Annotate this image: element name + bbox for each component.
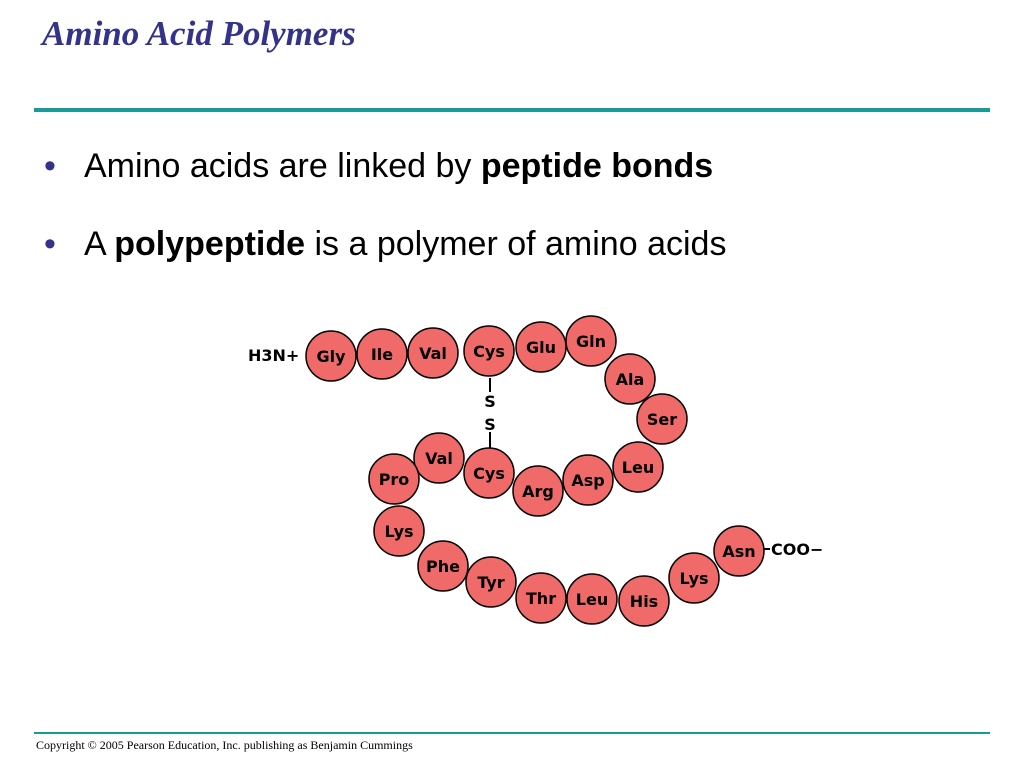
residue-cys: [464, 326, 514, 376]
bullet-text-tail: is a polymer of amino acids: [305, 225, 727, 263]
residue-gly: [306, 331, 356, 381]
residue-label: Ile: [370, 345, 394, 364]
residue-label: Gln: [575, 332, 607, 351]
residue-label: Lys: [384, 522, 414, 541]
residue-label: Thr: [525, 589, 557, 608]
residue-thr: [516, 573, 566, 623]
residue-label: Cys: [473, 342, 505, 361]
n-terminus-label: H3N+: [248, 346, 300, 365]
residue-tyr: [466, 557, 516, 607]
residue-label: Pro: [378, 470, 410, 489]
residue-label: Leu: [621, 458, 655, 477]
bullet-text: Amino acids are linked by: [84, 147, 481, 185]
footer-divider: [34, 732, 990, 734]
residue-label: Glu: [525, 338, 557, 357]
residue-asp: [563, 455, 613, 505]
bullet-glyph: •: [44, 147, 56, 185]
bullet-glyph: •: [44, 225, 56, 263]
residue-val: [408, 328, 458, 378]
bullet-bold-term: peptide bonds: [480, 147, 714, 185]
residue-phe: [418, 541, 468, 591]
residue-cys: [464, 448, 514, 498]
residue-chain: [306, 316, 764, 626]
residue-label: Phe: [426, 557, 460, 576]
residue-label: Lys: [679, 569, 709, 588]
residue-asn: [714, 526, 764, 576]
residue-label: Ser: [646, 410, 678, 429]
residue-ala: [605, 354, 655, 404]
residue-label: Leu: [575, 590, 609, 609]
residue-label: Val: [419, 344, 447, 363]
bullet-text: A: [84, 225, 115, 263]
residue-arg: [513, 466, 563, 516]
disulfide-sulfur-2: S: [484, 415, 496, 434]
residue-label: Arg: [522, 482, 554, 501]
residue-lys: [669, 553, 719, 603]
residue-label: Tyr: [477, 573, 505, 592]
bullet-bold-term: polypeptide: [114, 225, 306, 263]
residue-label: Cys: [473, 464, 505, 483]
residue-his: [619, 576, 669, 626]
residue-lys: [374, 506, 424, 556]
residue-pro: [369, 454, 419, 504]
residue-label: His: [629, 592, 659, 611]
residue-label: Asp: [571, 471, 605, 490]
residue-gln: [566, 316, 616, 366]
residue-label: Ala: [615, 370, 645, 389]
disulfide-sulfur-1: S: [484, 392, 496, 411]
residue-leu: [613, 442, 663, 492]
copyright-text: Copyright © 2005 Pearson Education, Inc. publishing as Benjamin Cummings: [36, 738, 413, 752]
residue-ile: [357, 329, 407, 379]
residue-label: Val: [425, 449, 453, 468]
c-terminus-label: COO−: [771, 540, 824, 559]
residue-label: Asn: [722, 542, 756, 561]
residue-val: [414, 433, 464, 483]
residue-glu: [516, 322, 566, 372]
residue-ser: [637, 394, 687, 444]
slide-title: Amino Acid Polymers: [42, 14, 356, 53]
residue-label: Gly: [316, 347, 346, 366]
residue-leu: [567, 574, 617, 624]
